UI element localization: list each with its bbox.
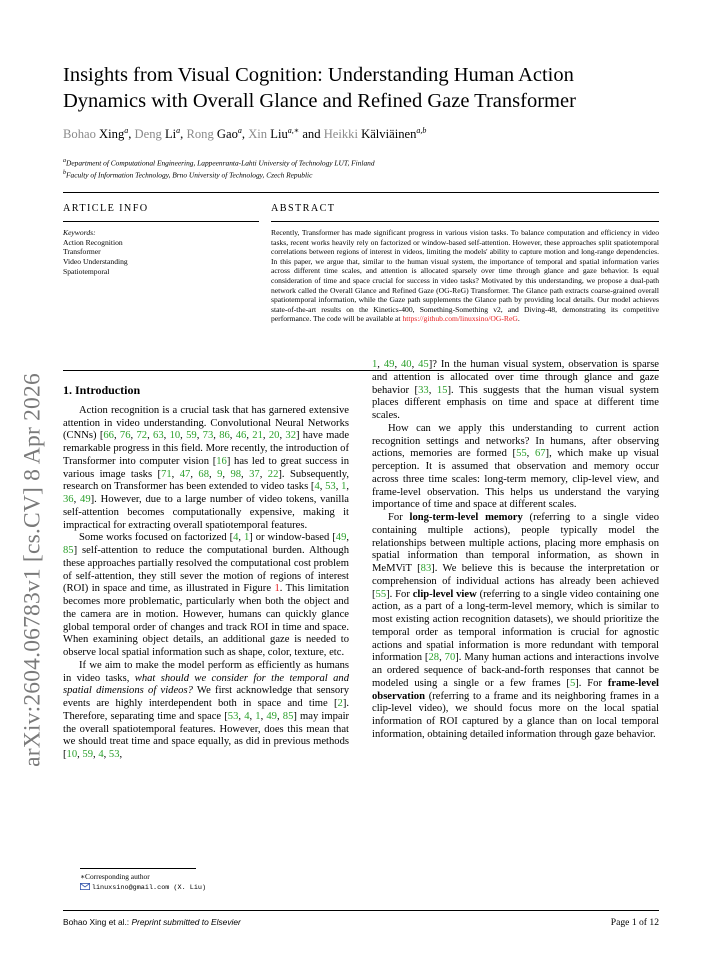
author-last-name: Liu — [270, 127, 288, 142]
keywords-label: Keywords: — [63, 228, 96, 237]
footnote-email[interactable]: linuxsino@gmail.com (X. Liu) — [91, 884, 207, 892]
author-first-name: Xin — [248, 127, 268, 142]
article-info-rule — [63, 221, 259, 222]
footer-left — [63, 917, 241, 927]
arxiv-stamp-region — [0, 0, 60, 960]
author-first-name: Deng — [134, 127, 162, 142]
affiliation-b — [63, 168, 375, 180]
keyword-item: Transformer — [63, 247, 101, 257]
affiliations — [63, 156, 375, 181]
author-last-name: Gao — [216, 127, 238, 142]
affiliation-a — [63, 156, 375, 168]
abstract-text: Recently, Transformer has made significant progress in various vision tasks. To balance computation and efficiency in video tasks, recent works heavily rely on factorized or window-based self-attention. However, these approaches split spatiotemporal correlations between regions of interest in videos, limiting the models' ability to capture motion and long-range dependencies. In this paper, we argue that, similar to the human visual system, the importance of temporal and spatial information varies across different time scales, and attention is allocated sparsely over time through glance and gaze behavior. Is equal consideration of time and space crucial for success in video tasks? Motivated by this understanding, we propose a dual-path network called the Overall Glance and Refined Gaze (OG-ReG) Transformer. The Glance path extracts coarse-grained overall spatiotemporal information, while the Gaze path supplements the Glance path by providing local details. Our model achieves state-of-the-art results on the Kinetics-400, Something-Something v2, and Diving-48, demonstrating its competitive performance. The code will be available at — [271, 228, 659, 324]
affiliation-text: Department of Computational Engineering, Lappeenranta-Lahti University of Technology LUT, Finland — [66, 158, 375, 168]
paragraph: Some works focused on factorized [4, 1] or window-based [49, 85] self-attention to reduce the computational burden. Although these approaches partially resolved the computational cost problem of self-attention, they still sever the motion of regions of interest (ROI) in space and time, as illustrated in Figure 1. This limitation becomes more problematic, particularly when both the object and the camera are in motion. However, humans can quickly glance global temporal order of changes and track ROI in time and space. When examining object details, an additional gaze is needed to observe local spatial information such as shape, color, texture, etc. — [63, 532, 350, 658]
page-number: Page 1 of 12 — [610, 917, 659, 928]
right-column — [372, 359, 659, 742]
affiliation-text: Faculty of Information Technology, Brno University of Technology, Czech Republic — [66, 170, 313, 180]
abstract-heading: ABSTRACT — [271, 203, 336, 214]
author-affil-mark: a — [237, 126, 242, 135]
author-first-name: Rong — [186, 127, 214, 142]
footnote — [80, 872, 206, 893]
author-affil-mark: a,∗ — [287, 126, 300, 135]
author-last-name: Xing — [99, 127, 125, 142]
email-icon — [80, 882, 90, 891]
keyword-item: Action Recognition — [63, 237, 123, 247]
code-link[interactable]: https://github.com/linuxsino/OG-ReG — [402, 314, 518, 324]
abstract-rule — [271, 221, 659, 222]
paragraph: How can we apply this understanding to current action recognition settings and networks? In humans, after observing actions, memories are formed [55, 67], which make up visual perception. It is assumed that observation and memory occur across three time scales: long-term memory, clip-level view, and frame-level observation. This helps us understand the varying importance of time and space at different scales. — [372, 422, 660, 511]
author-affil-mark: a — [124, 126, 129, 135]
header-divider — [63, 192, 659, 193]
author-first-name: Heikki — [323, 127, 358, 142]
footnote-corresponding: ∗Corresponding author — [80, 872, 150, 881]
affiliation-mark: a — [63, 158, 66, 164]
left-column — [63, 384, 349, 762]
title-line-2: Dynamics with Overall Glance and Refined Gaze Transformer — [63, 90, 576, 112]
article-info-heading: ARTICLE INFO — [63, 203, 149, 214]
section-heading: 1. Introduction — [63, 383, 141, 397]
arxiv-stamp: arXiv:2604.06783v1 [cs.CV] 8 Apr 2026 — [19, 373, 46, 767]
abstract-end: . — [517, 314, 520, 324]
keyword-item: Spatiotemporal — [63, 266, 110, 276]
keyword-item: Video Understanding — [63, 257, 128, 267]
paragraph: Action recognition is a crucial task that has garnered extensive attention in video understanding. Convolutional Neural Networks (CNNs) [66, 76, 72, 63, 10, 59, 73, 86, 46, 21, 20, 32] have made remarkable progress in this field. More recently, the introduction of Transformer into computer vision [16] has led to great success in various image tasks [71, 47, 68, 9, 98, 37, 22]. Subsequently, research on Transformer has been extended to video tasks [4, 53, 1, 36, 49]. However, due to a large number of video tokens, vanilla self-attention becomes computationally expensive, making it impractical for extracting overall spatiotemporal features. — [63, 404, 350, 531]
affiliation-mark: b — [63, 170, 66, 177]
footnote-rule — [80, 868, 196, 869]
paragraph: For long-term-level memory (referring to a single video containing multiple actions), people typically model the relationships between multiple actions, placing more emphasis on spatial information than temporal information, as shown in MeMViT [83]. We believe this is because the interpretation or comprehension of individual actions has already been achieved [55]. For clip-level view (referring to a single video containing one action, as a part of a long-term-level memory, which is similar to most existing action recognition datasets), we should prioritize the temporal order as temporal information is crucial for agnostic actions and spatial information is more redundant with temporal information [28, 70]. Many human actions and interactions involve an ordered sequence of back-and-forth responses that cannot be modeled using a single or a few frames [5]. For frame-level observation (referring to a frame and its neighboring frames in a clip-level video), we should focus more on the local spatial information of ROI captured by a glance than on local temporal information, obtaining detailed information through gaze behavior. — [372, 512, 660, 740]
title-line-1: Insights from Visual Cognition: Understanding Human Action — [63, 64, 574, 86]
author-affil-mark: a,b — [416, 126, 427, 135]
paragraph: If we aim to make the model perform as efficiently as humans in video tasks, what should we consider for the temporal and spatial dimensions of videos? We first acknowledge that sensory events are highly interdependent both in space and time [2]. Therefore, separating time and space [53, 4, 1, 49, 85] may impair the overall spatiotemporal features. However, does this mean that we should treat time and space equally, as did in previous methods [10, 59, 4, 53, — [63, 659, 350, 760]
authors-and: and — [302, 127, 321, 142]
abstract-body — [271, 228, 659, 324]
author-affil-mark: a — [176, 126, 181, 135]
keywords-block — [63, 228, 128, 277]
author-last-name: Li — [164, 127, 177, 142]
footnote-email-line — [80, 882, 206, 893]
footer-status: Preprint submitted to Elsevier — [131, 917, 241, 927]
author-last-name: Kälviäinen — [361, 127, 417, 142]
paper-title — [63, 62, 673, 114]
author-first-name: Bohao — [63, 127, 96, 142]
footer-authors: Bohao Xing et al.: — [63, 917, 130, 927]
paragraph: 1, 49, 40, 45]? In the human visual system, observation is sparse and attention is allocated over time through glance and gaze behavior [33, 15]. This suggests that the human visual system places different emphasis on time and space at different time scales. — [372, 359, 660, 421]
footer-rule — [63, 910, 659, 911]
author-list: Bohao Xing$^a$, Deng Li$^a$, Rong Gao$^a$, Xin Liu$^{a,∗}$ and Heikki Kälviäinen$^{a,b}$ — [63, 126, 427, 142]
